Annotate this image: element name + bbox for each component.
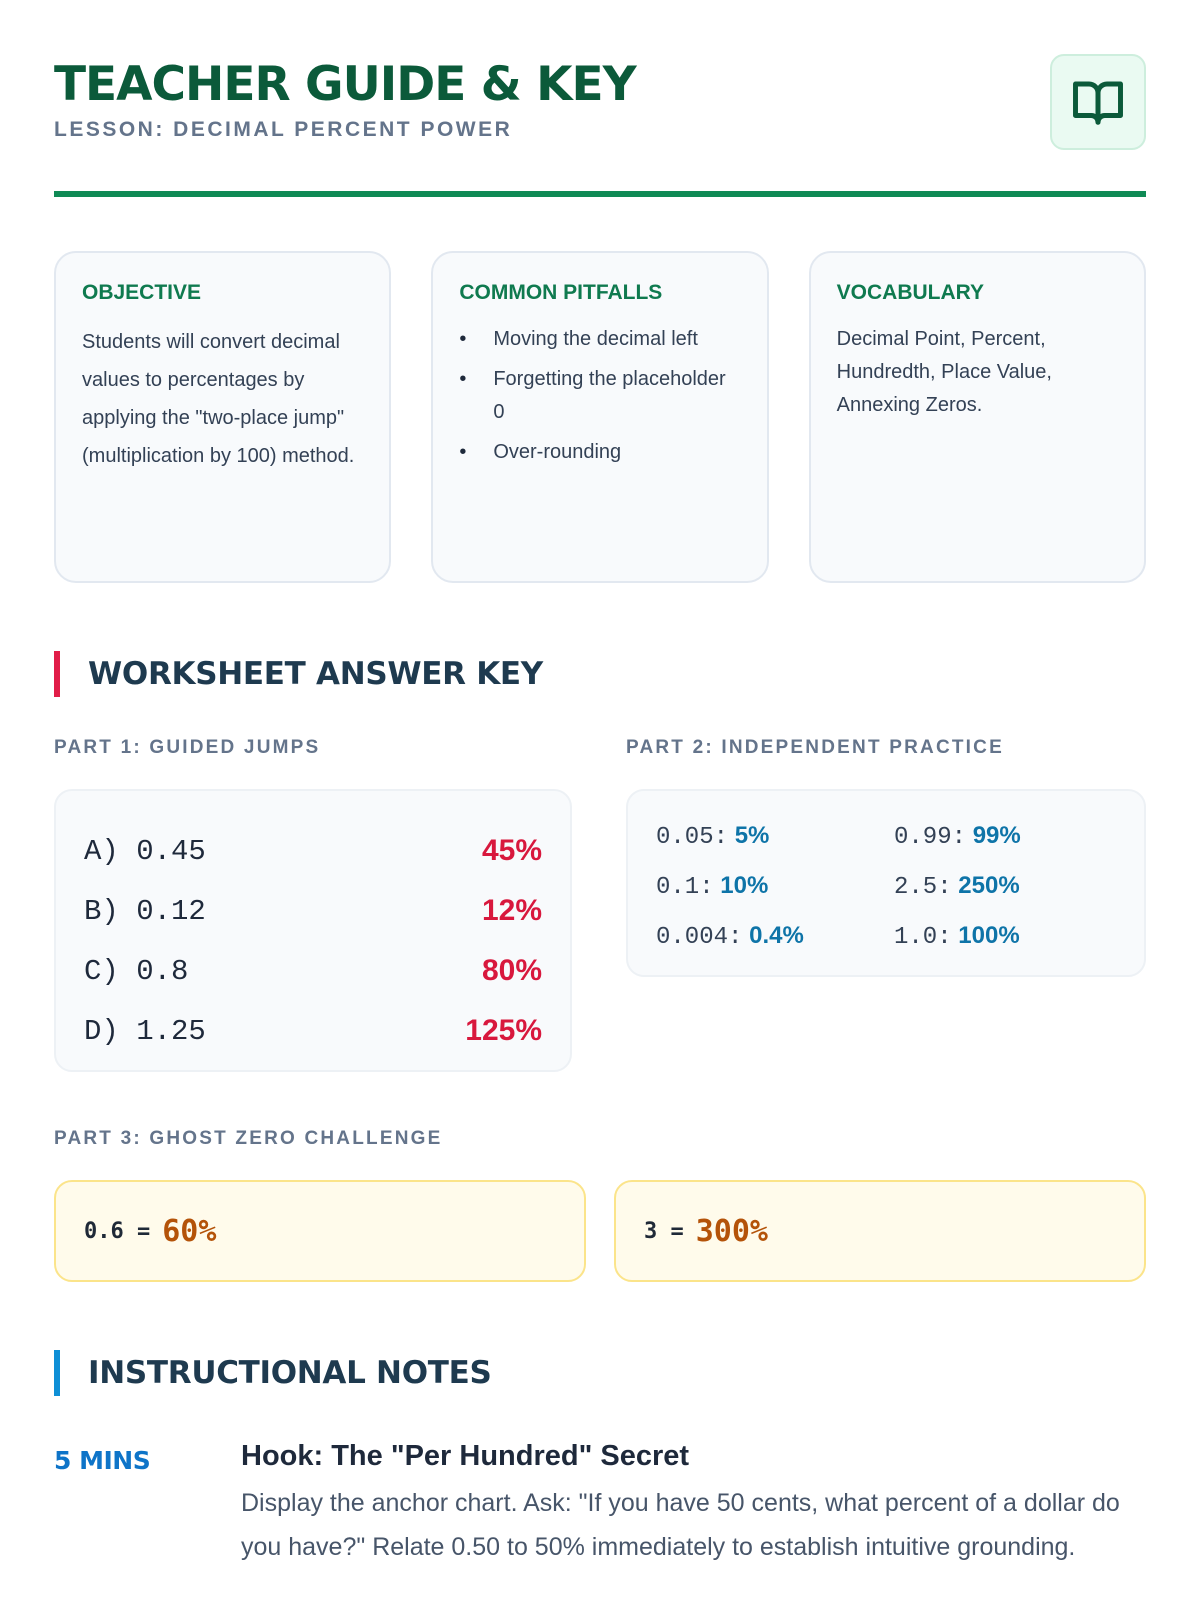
pitfalls-title: COMMON PITFALLS bbox=[459, 281, 663, 304]
part1-section bbox=[54, 737, 572, 1072]
part3-section bbox=[54, 1128, 1146, 1282]
question: 1.0: bbox=[894, 924, 952, 951]
pitfall-text: Forgetting the placeholder 0 bbox=[493, 368, 726, 423]
answer: 5% bbox=[734, 822, 770, 849]
table-row bbox=[84, 941, 542, 1001]
page-title: TEACHER GUIDE & KEY bbox=[54, 57, 636, 112]
bullet-icon: • bbox=[459, 441, 467, 463]
section-accent-bar bbox=[54, 651, 60, 697]
bullet-icon: • bbox=[459, 368, 467, 390]
answer: 80% bbox=[481, 954, 542, 987]
pitfalls-card bbox=[431, 251, 768, 583]
list-item bbox=[656, 919, 894, 955]
answer-key-heading bbox=[54, 651, 1146, 697]
answer: 125% bbox=[465, 1014, 542, 1047]
note-duration: 5 MINS bbox=[54, 1446, 151, 1475]
vocabulary-text: Decimal Point, Percent, Hundredth, Place Value, Annexing Zeros. bbox=[836, 328, 1052, 416]
part2-panel bbox=[626, 789, 1146, 977]
table-row bbox=[84, 1001, 542, 1061]
question: 0.004: bbox=[656, 924, 743, 951]
pitfalls-list bbox=[459, 323, 740, 469]
note-item bbox=[54, 1440, 1146, 1569]
vocabulary-card bbox=[809, 251, 1146, 583]
question: 0.05: bbox=[656, 824, 729, 851]
part1-label: PART 1: GUIDED JUMPS bbox=[54, 737, 321, 758]
question: 2.5: bbox=[894, 874, 952, 901]
list-item bbox=[894, 919, 1132, 955]
ghost-zero-row bbox=[54, 1180, 1146, 1282]
book-icon-badge bbox=[1050, 54, 1146, 150]
answer: 45% bbox=[481, 834, 542, 867]
objective-title: OBJECTIVE bbox=[82, 281, 202, 304]
list-item bbox=[459, 436, 740, 469]
list-item bbox=[459, 323, 740, 356]
list-item bbox=[459, 363, 740, 429]
ghost-zero-card bbox=[54, 1180, 586, 1282]
question: 0.1: bbox=[656, 874, 714, 901]
list-item bbox=[656, 869, 894, 905]
ghost-zero-card bbox=[614, 1180, 1146, 1282]
answer: 100% bbox=[958, 922, 1020, 949]
question: D) 1.25 bbox=[84, 1014, 206, 1048]
info-cards bbox=[54, 251, 1146, 583]
vocabulary-title: VOCABULARY bbox=[836, 281, 985, 304]
list-item bbox=[894, 819, 1132, 855]
lesson-subtitle: LESSON: DECIMAL PERCENT POWER bbox=[54, 118, 513, 141]
practice-grid bbox=[656, 819, 1116, 955]
table-row bbox=[84, 821, 542, 881]
open-book-icon bbox=[1071, 75, 1125, 129]
parts-row bbox=[54, 737, 1146, 1072]
answer: 0.4% bbox=[749, 922, 804, 949]
note-body bbox=[241, 1440, 1146, 1569]
bullet-icon: • bbox=[459, 328, 467, 350]
note-text: Display the anchor chart. Ask: "If you have 50 cents, what percent of a dollar do you have?" Relate 0.50 to 50% immediately to establish intuitive grounding. bbox=[241, 1489, 1120, 1561]
answer: 300% bbox=[695, 1213, 768, 1249]
answer: 99% bbox=[972, 822, 1021, 849]
notes-heading bbox=[54, 1350, 1146, 1396]
question: 0.99: bbox=[894, 824, 967, 851]
part1-panel bbox=[54, 789, 572, 1072]
question: 3 = bbox=[644, 1218, 684, 1244]
answer: 12% bbox=[481, 894, 542, 927]
note-title: Hook: The "Per Hundred" Secret bbox=[241, 1440, 690, 1472]
part2-section bbox=[626, 737, 1146, 1072]
question: C) 0.8 bbox=[84, 954, 189, 988]
notes-title: INSTRUCTIONAL NOTES bbox=[88, 1355, 492, 1391]
question: A) 0.45 bbox=[84, 834, 206, 868]
list-item bbox=[894, 869, 1132, 905]
answer-key-title: WORKSHEET ANSWER KEY bbox=[88, 656, 543, 692]
page-header bbox=[54, 0, 1146, 197]
objective-card bbox=[54, 251, 391, 583]
table-row bbox=[84, 881, 542, 941]
pitfall-text: Moving the decimal left bbox=[493, 328, 698, 350]
question: B) 0.12 bbox=[84, 894, 206, 928]
answer: 60% bbox=[162, 1213, 217, 1249]
answer: 250% bbox=[958, 872, 1020, 899]
objective-text: Students will convert decimal values to percentages by applying the "two-place jump" (multiplication by 100) method. bbox=[82, 331, 355, 467]
question: 0.6 = bbox=[84, 1218, 151, 1244]
part3-label: PART 3: GHOST ZERO CHALLENGE bbox=[54, 1128, 443, 1149]
section-accent-bar bbox=[54, 1350, 60, 1396]
list-item bbox=[656, 819, 894, 855]
pitfall-text: Over-rounding bbox=[493, 441, 622, 463]
answer: 10% bbox=[720, 872, 769, 899]
part2-label: PART 2: INDEPENDENT PRACTICE bbox=[626, 737, 1004, 758]
